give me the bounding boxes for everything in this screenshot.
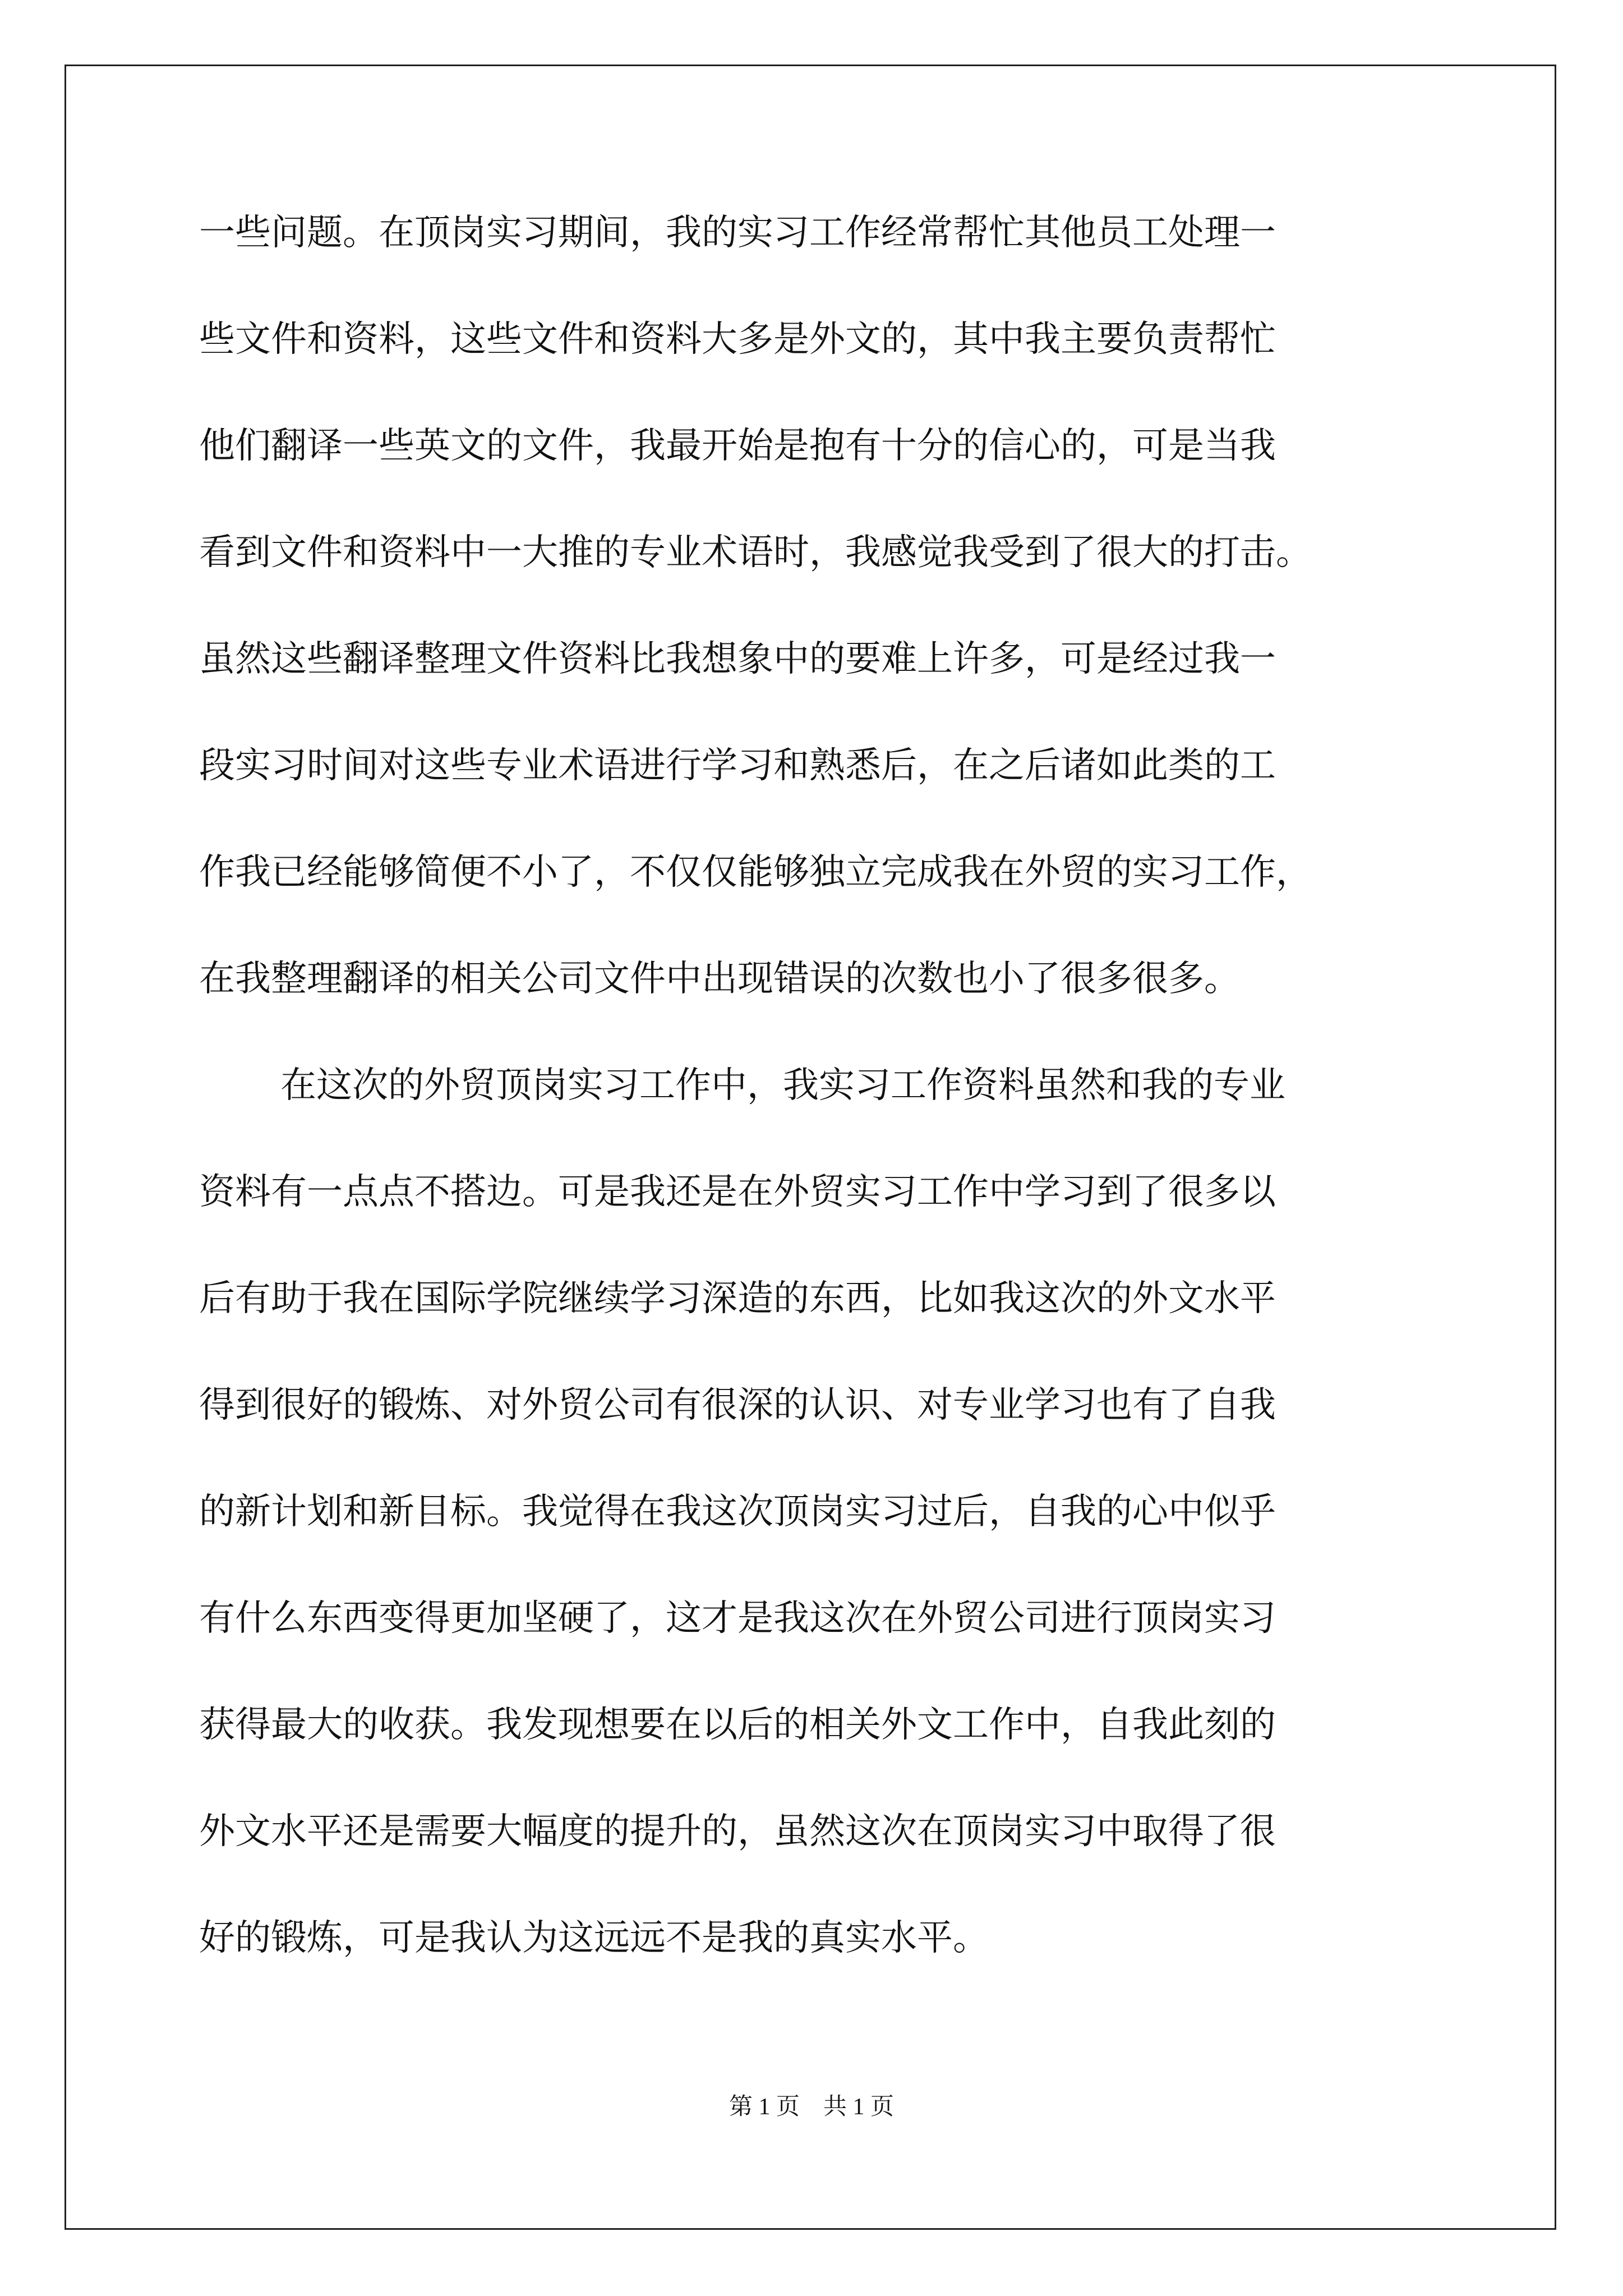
paragraph-first-line: 在这次的外贸顶岗实习工作中，我实习工作资料虽然和我的专业 (280, 1065, 1285, 1106)
text-line: 一些问题。在顶岗实习期间，我的实习工作经常帮忙其他员工处理一 (199, 212, 1276, 254)
text-line: 有什么东西变得更加坚硬了，这才是我这次在外贸公司进行顶岗实习 (199, 1598, 1276, 1639)
text-line: 获得最大的收获。我发现想要在以后的相关外文工作中，自我此刻的 (199, 1704, 1276, 1746)
text-line: 在我整理翻译的相关公司文件中出现错误的次数也小了很多很多。 (199, 958, 1240, 1000)
text-line: 虽然这些翻译整理文件资料比我想象中的要难上许多，可是经过我一 (199, 638, 1276, 680)
text-line: 后有助于我在国际学院继续学习深造的东西，比如我这次的外文水平 (199, 1278, 1276, 1319)
text-line: 得到很好的锻炼、对外贸公司有很深的认识、对专业学习也有了自我 (199, 1384, 1276, 1426)
text-line: 些文件和资料，这些文件和资料大多是外文的，其中我主要负责帮忙 (199, 319, 1276, 360)
text-line: 的新计划和新目标。我觉得在我这次顶岗实习过后，自我的心中似乎 (199, 1491, 1276, 1533)
text-line: 资料有一点点不搭边。可是我还是在外贸实习工作中学习到了很多以 (199, 1171, 1276, 1213)
page-number-footer: 第 1 页 共 1 页 (728, 2094, 894, 2120)
text-line: 看到文件和资料中一大推的专业术语时，我感觉我受到了很大的打击。 (199, 532, 1312, 573)
text-line: 段实习时间对这些专业术语进行学习和熟悉后，在之后诸如此类的工 (199, 745, 1276, 786)
text-line: 好的锻炼，可是我认为这远远不是我的真实水平。 (199, 1917, 989, 1959)
text-line: 他们翻译一些英文的文件，我最开始是抱有十分的信心的，可是当我 (199, 425, 1276, 467)
text-line: 外文水平还是需要大幅度的提升的，虽然这次在顶岗实习中取得了很 (199, 1811, 1276, 1852)
text-line: 作我已经能够简便不小了，不仅仅能够独立完成我在外贸的实习工作， (199, 852, 1312, 893)
page-border (64, 65, 1556, 2230)
